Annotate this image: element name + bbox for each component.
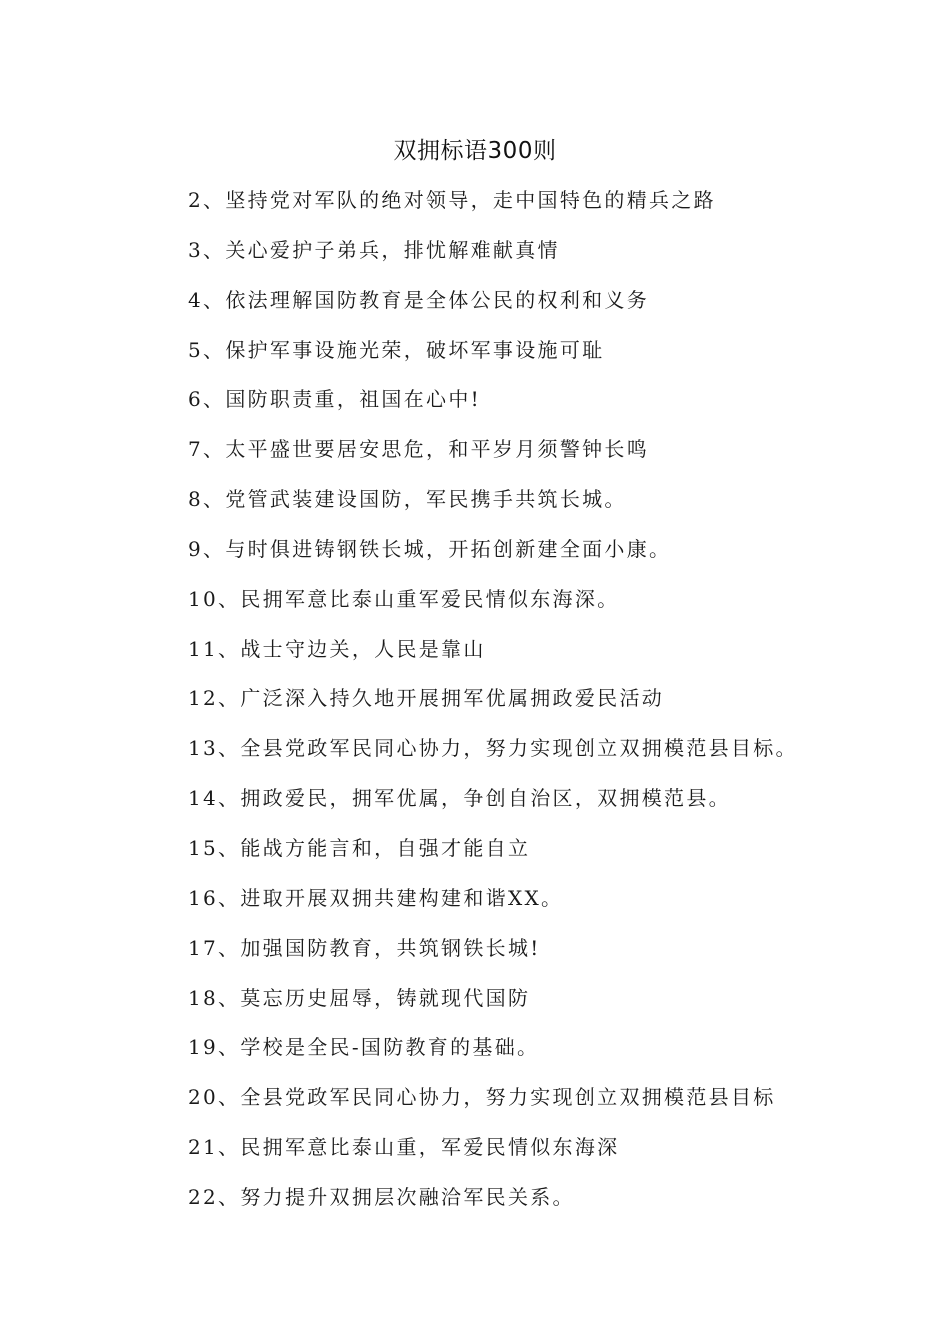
slogan-item: 4、依法理解国防教育是全体公民的权利和义务 (188, 287, 650, 312)
slogan-item: 17、加强国防教育，共筑钢铁长城! (188, 935, 541, 960)
slogan-item: 21、民拥军意比泰山重，军爱民情似东海深 (188, 1135, 620, 1160)
slogan-item: 12、广泛深入持久地开展拥军优属拥政爱民活动 (188, 686, 665, 711)
slogan-item: 20、全县党政军民同心协力，努力实现创立双拥模范县目标 (188, 1085, 776, 1110)
slogan-item: 19、学校是全民-国防教育的基础。 (188, 1035, 540, 1060)
slogan-item: 8、党管武装建设国防，军民携手共筑长城。 (188, 487, 627, 512)
slogan-item: 11、战士守边关，人民是靠山 (188, 636, 486, 661)
slogan-item: 5、保护军事设施光荣，破坏军事设施可耻 (188, 337, 605, 362)
slogan-list (188, 183, 908, 1230)
slogan-item: 15、能战方能言和，自强才能自立 (188, 835, 531, 860)
slogan-item: 14、拥政爱民，拥军优属，争创自治区，双拥模范县。 (188, 786, 731, 811)
slogan-item: 10、民拥军意比泰山重军爱民情似东海深。 (188, 586, 620, 611)
slogan-item: 6、国防职责重，祖国在心中! (188, 387, 481, 412)
slogan-item: 2、坚持党对军队的绝对领导，走中国特色的精兵之路 (188, 188, 716, 212)
slogan-item: 16、进取开展双拥共建构建和谐XX。 (188, 885, 564, 910)
slogan-item: 9、与时俱进铸钢铁长城，开拓创新建全面小康。 (188, 536, 672, 561)
slogan-item: 22、努力提升双拥层次融洽军民关系。 (188, 1184, 575, 1209)
document-title: 双拥标语300则 (393, 138, 557, 164)
slogan-item: 18、莫忘历史屈辱，铸就现代国防 (188, 985, 531, 1010)
slogan-item: 3、关心爱护子弟兵，排忧解难献真情 (188, 237, 560, 262)
slogan-item: 13、全县党政军民同心协力，努力实现创立双拥模范县目标。 (188, 736, 798, 761)
slogan-item: 7、太平盛世要居安思危，和平岁月须警钟长鸣 (188, 437, 650, 462)
